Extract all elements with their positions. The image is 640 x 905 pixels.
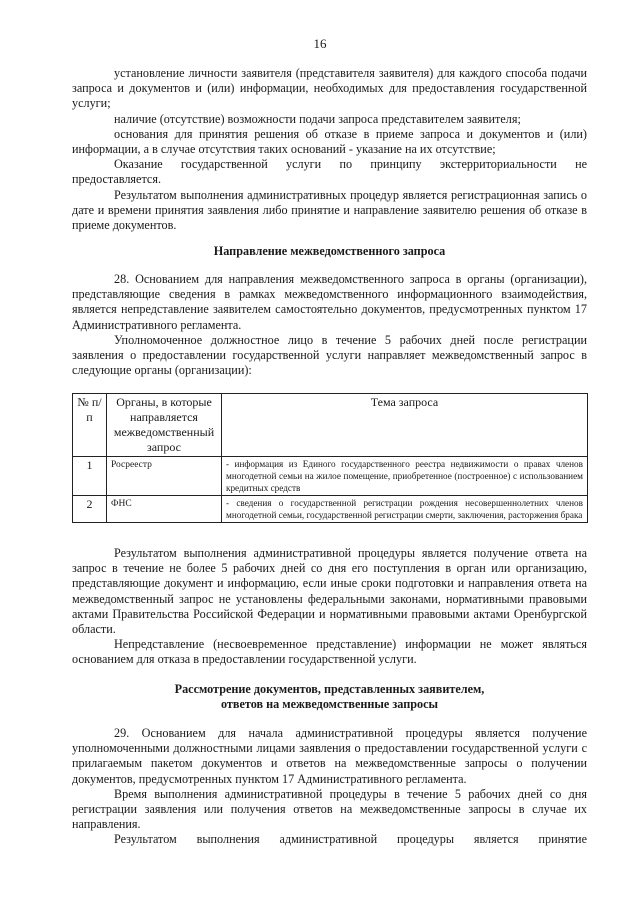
row-topic: - сведения о государственной регистрации рождения несовершеннолетних членов многодетной семьи, государственной регистрации смерти, заключения, расторжения брака <box>222 496 588 523</box>
row-org: Росреестр <box>107 457 222 496</box>
heading-line: Рассмотрение документов, представленных заявителем, <box>174 682 485 696</box>
row-num: 2 <box>73 496 107 523</box>
paragraph: основания для принятия решения об отказе в приеме запроса и документов и (или) информации, а в случае отсутствия таких оснований - указание на их отсутствие; <box>72 126 587 157</box>
text-block-2 <box>72 272 587 378</box>
paragraph: Результатом выполнения административной процедуры является принятие <box>114 832 587 847</box>
header-org: Органы, в которые направляется межведомственный запрос <box>107 394 222 457</box>
header-topic: Тема запроса <box>222 394 588 457</box>
table-row <box>73 496 588 523</box>
paragraph: установление личности заявителя (представителя заявителя) для каждого способа подачи запроса и документов и (или) информации, необходимых для предоставления государственной услуги; <box>72 66 587 111</box>
text-block-4 <box>72 726 587 848</box>
row-org: ФНС <box>107 496 222 523</box>
paragraph: Уполномоченное должностное лицо в течение 5 рабочих дней после регистрации заявления о предоставлении государственной услуги направляет межведомственный запрос в следующие органы (организации): <box>72 332 587 378</box>
paragraph: Непредставление (несвоевременное представление) информации не может являться основанием для отказа в предоставлении государственной услуги. <box>72 637 587 667</box>
paragraph: наличие (отсутствие) возможности подачи запроса представителем заявителя; <box>114 111 521 126</box>
paragraph: Время выполнения административной процедуры в течение 5 рабочих дней со дня регистрации заявления или получения ответов на межведомственные запросы в случае их направления. <box>72 786 587 832</box>
table-header-row <box>73 394 588 457</box>
section-heading-interagency-request: Направление межведомственного запроса <box>213 244 446 258</box>
text-block-3 <box>72 546 587 668</box>
page-number: 16 <box>313 36 327 51</box>
row-num: 1 <box>73 457 107 496</box>
paragraph: Результатом выполнения административной процедуры является получение ответа на запрос в течение не более 5 рабочих дней со дня его поступления в орган или организацию, представляющие документ и информацию, если иные сроки подготовки и направления ответа на межведомственный запрос не установлены федеральными законами, нормативными правовыми актами Правительства Российской Федерации и нормативными правовыми актами Оренбургской области. <box>72 546 587 637</box>
section-heading-document-review <box>72 682 587 712</box>
paragraph: 29. Основанием для начала административной процедуры является получение уполномоченными должностными лицами заявления о предоставлении государственной услуги с прилагаемым пакетом документов и ответов на межведомственные запросы о получении документов, предусмотренных пунктом 17 Административного регламента. <box>72 726 587 786</box>
request-table <box>72 393 588 523</box>
paragraph: Результатом выполнения административных процедур является регистрационная запись о дате и времени принятия заявления либо принятие и направление заявителю решения об отказе в приеме документов. <box>72 187 587 233</box>
heading-line: ответов на межведомственные запросы <box>220 697 439 712</box>
row-topic: - информация из Единого государственного реестра недвижимости о правах членов многодетной семьи на жилое помещение, приобретенное (построенное) с использованием кредитных средств <box>222 457 588 496</box>
text-block-1 <box>72 66 587 233</box>
paragraph: Оказание государственной услуги по принципу экстерриториальности не предоставляется. <box>72 157 587 187</box>
paragraph: 28. Основанием для направления межведомственного запроса в органы (организации), представляющие сведения в рамках межведомственного информационного взаимодействия, является непредставление заявителем самостоятельно документов, предусмотренных пунктом 17 Административного регламента. <box>72 272 587 332</box>
header-num: № п/п <box>73 394 107 457</box>
table-row <box>73 457 588 496</box>
